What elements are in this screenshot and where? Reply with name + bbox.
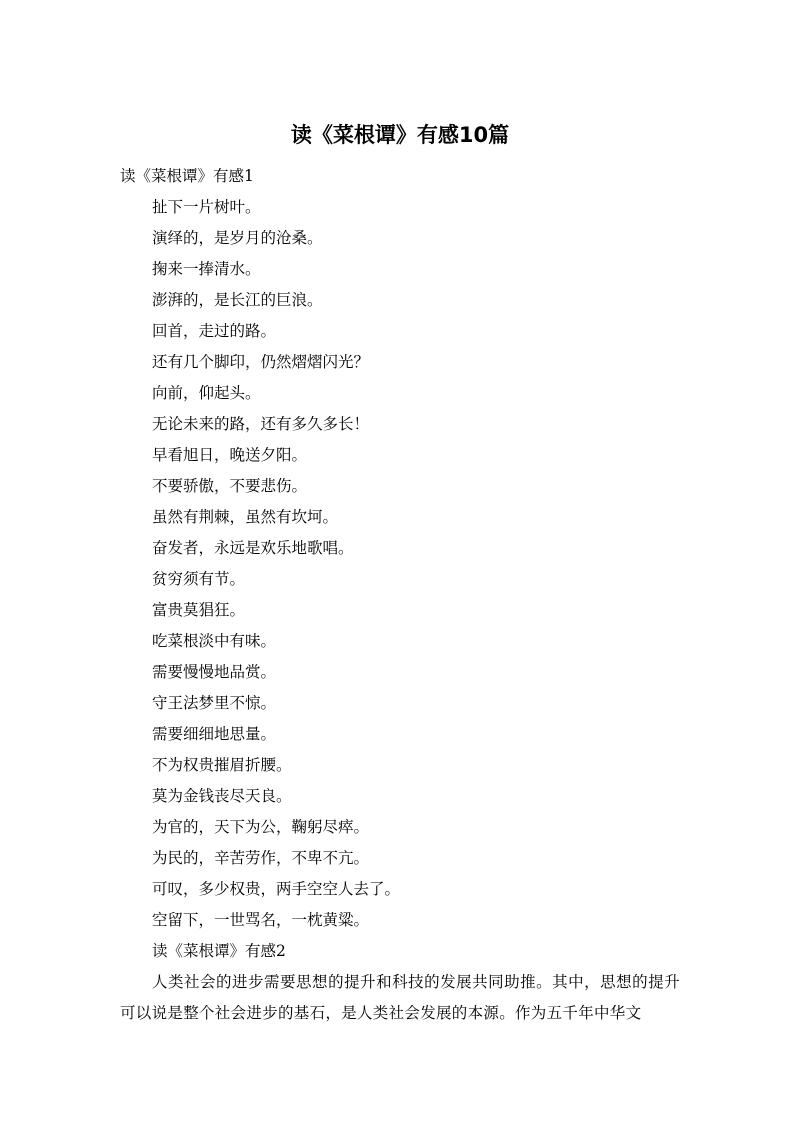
- poem-line: 为民的，辛苦劳作，不卑不亢。: [152, 849, 370, 867]
- poem-line: 澎湃的，是长江的巨浪。: [152, 291, 323, 309]
- poem-line: 莫为金钱丧尽天良。: [152, 787, 292, 805]
- poem-line: 演绎的，是岁月的沧桑。: [152, 229, 323, 247]
- poem-line: 早看旭日，晚送夕阳。: [152, 446, 308, 464]
- poem-line: 虽然有荆棘，虽然有坎坷。: [152, 508, 339, 526]
- poem-line: 为官的，天下为公，鞠躬尽瘁。: [152, 818, 370, 836]
- poem-line: 掬来一捧清水。: [152, 260, 261, 278]
- poem-line: 富贵莫猖狂。: [152, 601, 246, 619]
- poem-line: 贫穷须有节。: [152, 570, 246, 588]
- poem-line: 可叹，多少权贵，两手空空人去了。: [152, 880, 401, 898]
- section-1-heading: 读《菜根谭》有感1: [120, 167, 254, 185]
- poem-line: 吃菜根淡中有味。: [152, 632, 277, 650]
- poem-line: 回首，走过的路。: [152, 322, 277, 340]
- poem: [120, 192, 680, 936]
- document-title: 读《菜根谭》有感10篇: [290, 123, 510, 147]
- poem-line: 还有几个脚印，仍然熠熠闪光？: [152, 353, 370, 371]
- poem-line: 不要骄傲，不要悲伤。: [152, 477, 308, 495]
- poem-line: 空留下，一世骂名，一枕黄粱。: [152, 911, 370, 929]
- poem-line: 奋发者，永远是欢乐地歌唱。: [152, 539, 354, 557]
- poem-line: 无论未来的路，还有多久多长！: [152, 415, 370, 433]
- poem-line: 向前，仰起头。: [152, 384, 261, 402]
- poem-line: 扯下一片树叶。: [152, 198, 261, 216]
- section-2-heading: 读《菜根谭》有感2: [152, 942, 286, 960]
- poem-line: 需要细细地思量。: [152, 725, 277, 743]
- section-2-paragraph: 人类社会的进步需要思想的提升和科技的发展共同助推。其中，思想的提升可以说是整个社会进步的基石，是人类社会发展的本源。作为五千年中华文: [120, 973, 680, 1022]
- poem-line: 不为权贵摧眉折腰。: [152, 756, 292, 774]
- poem-line: 需要慢慢地品赏。: [152, 663, 277, 681]
- poem-line: 守王法梦里不惊。: [152, 694, 277, 712]
- document-body: [120, 161, 680, 1029]
